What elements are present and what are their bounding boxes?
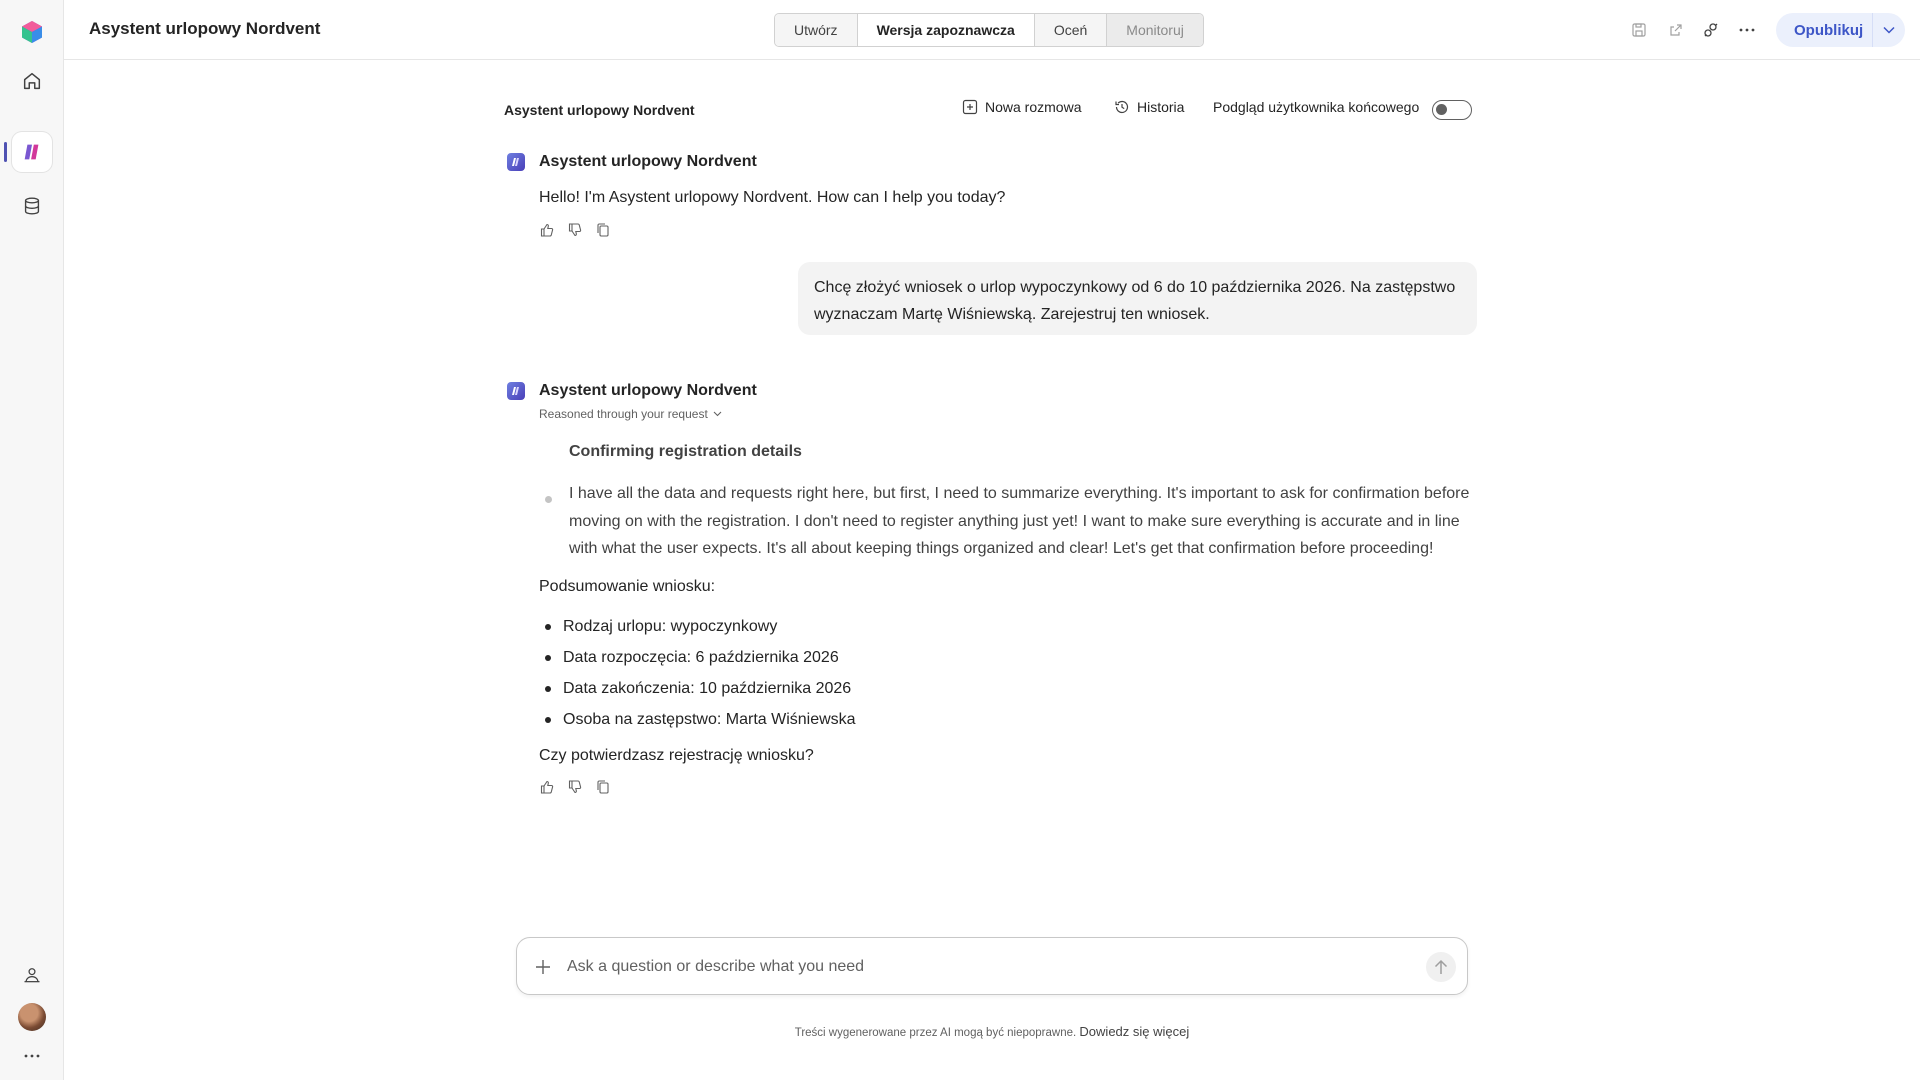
save-icon[interactable] bbox=[1628, 19, 1650, 41]
tab-monitor[interactable]: Monitoruj bbox=[1107, 14, 1203, 46]
chat-input[interactable] bbox=[567, 952, 1387, 982]
left-rail bbox=[0, 0, 64, 1080]
chat-toolbar bbox=[504, 98, 1472, 122]
bot-avatar-icon bbox=[507, 153, 525, 171]
home-icon[interactable] bbox=[12, 61, 52, 101]
thumbs-up-icon[interactable] bbox=[540, 780, 554, 794]
top-header bbox=[64, 0, 1920, 60]
arrow-up-icon bbox=[1434, 959, 1448, 975]
list-item: Rodzaj urlopu: wypoczynkowy bbox=[539, 611, 856, 642]
chevron-down-icon bbox=[713, 411, 722, 417]
ai-disclaimer bbox=[0, 1024, 1920, 1039]
active-indicator bbox=[4, 142, 7, 162]
summary-intro: Podsumowanie wniosku: bbox=[539, 578, 716, 595]
app-title: Asystent urlopowy Nordvent bbox=[89, 19, 321, 38]
users-icon[interactable] bbox=[12, 955, 52, 995]
copilot-studio-logo-icon[interactable] bbox=[12, 12, 52, 52]
copy-icon[interactable] bbox=[596, 780, 610, 794]
new-chat-label[interactable]: Nowa rozmowa bbox=[985, 99, 1082, 115]
message-composer bbox=[516, 937, 1468, 995]
reasoning-toggle[interactable] bbox=[539, 407, 722, 421]
reasoning-toggle-label[interactable]: Reasoned through your request bbox=[539, 407, 708, 421]
end-user-preview-label: Podgląd użytkownika końcowego bbox=[1213, 99, 1420, 115]
feedback-row bbox=[540, 223, 610, 237]
new-chat-icon bbox=[962, 99, 978, 115]
learn-more-link[interactable]: Dowiedz się więcej bbox=[1079, 1024, 1190, 1039]
agent-icon[interactable] bbox=[12, 132, 52, 172]
history-icon bbox=[1114, 99, 1130, 115]
new-chat-button[interactable] bbox=[962, 99, 1081, 115]
add-attachment-icon[interactable] bbox=[533, 957, 553, 977]
mode-tabs bbox=[774, 13, 1204, 47]
reasoning-step-dot bbox=[545, 496, 552, 503]
thumbs-down-icon[interactable] bbox=[568, 223, 582, 237]
tab-preview[interactable]: Wersja zapoznawcza bbox=[858, 14, 1035, 46]
thumbs-down-icon[interactable] bbox=[568, 780, 582, 794]
thumbs-up-icon[interactable] bbox=[540, 223, 554, 237]
more-icon[interactable] bbox=[12, 1036, 52, 1076]
settings-icon[interactable] bbox=[1700, 19, 1722, 41]
bot-avatar-icon bbox=[507, 382, 525, 400]
copy-icon[interactable] bbox=[596, 223, 610, 237]
reasoning-text: I have all the data and requests right here, but first, I need to summarize everything. It's important to ask for confirmation before moving on with the registration. I don't need to register anything just yet! I want to make sure everything is accurate and in line with what the user expects. It's all about keeping things organized and clear! Let's get that confirmation before proceeding! bbox=[569, 485, 1470, 557]
confirmation-question: Czy potwierdzasz rejestrację wniosku? bbox=[539, 747, 814, 764]
chevron-down-icon[interactable] bbox=[1873, 26, 1905, 34]
publish-button[interactable] bbox=[1776, 13, 1905, 47]
share-icon[interactable] bbox=[1665, 19, 1687, 41]
tab-create[interactable]: Utwórz bbox=[775, 14, 858, 46]
reasoning-heading: Confirming registration details bbox=[569, 443, 802, 460]
feedback-row bbox=[540, 780, 610, 794]
chat-title: Asystent urlopowy Nordvent bbox=[504, 102, 695, 118]
history-button[interactable] bbox=[1114, 99, 1184, 115]
bot-sender-name: Asystent urlopowy Nordvent bbox=[539, 153, 757, 170]
tab-evaluate[interactable]: Oceń bbox=[1035, 14, 1107, 46]
bot-greeting-text: Hello! I'm Asystent urlopowy Nordvent. How can I help you today? bbox=[539, 189, 1006, 206]
user-message-bubble: Chcę złożyć wniosek o urlop wypoczynkowy od 6 do 10 października 2026. Na zastępstwo wyznaczam Martę Wiśniewską. Zarejestruj ten wniosek. bbox=[798, 262, 1477, 335]
publish-label[interactable]: Opublikuj bbox=[1794, 21, 1864, 39]
toggle-knob bbox=[1436, 104, 1447, 115]
list-item: Data rozpoczęcia: 6 października 2026 bbox=[539, 642, 856, 673]
send-button[interactable] bbox=[1426, 952, 1456, 982]
list-item: Osoba na zastępstwo: Marta Wiśniewska bbox=[539, 704, 856, 735]
end-user-preview-toggle[interactable] bbox=[1432, 100, 1472, 120]
summary-list bbox=[539, 611, 856, 735]
bot-sender-name: Asystent urlopowy Nordvent bbox=[539, 382, 757, 399]
disclaimer-text: Treści wygenerowane przez AI mogą być niepoprawne. bbox=[794, 1027, 1077, 1039]
history-label[interactable]: Historia bbox=[1137, 99, 1185, 115]
list-item: Data zakończenia: 10 października 2026 bbox=[539, 673, 856, 704]
library-icon[interactable] bbox=[12, 186, 52, 226]
more-icon[interactable] bbox=[1736, 19, 1758, 41]
